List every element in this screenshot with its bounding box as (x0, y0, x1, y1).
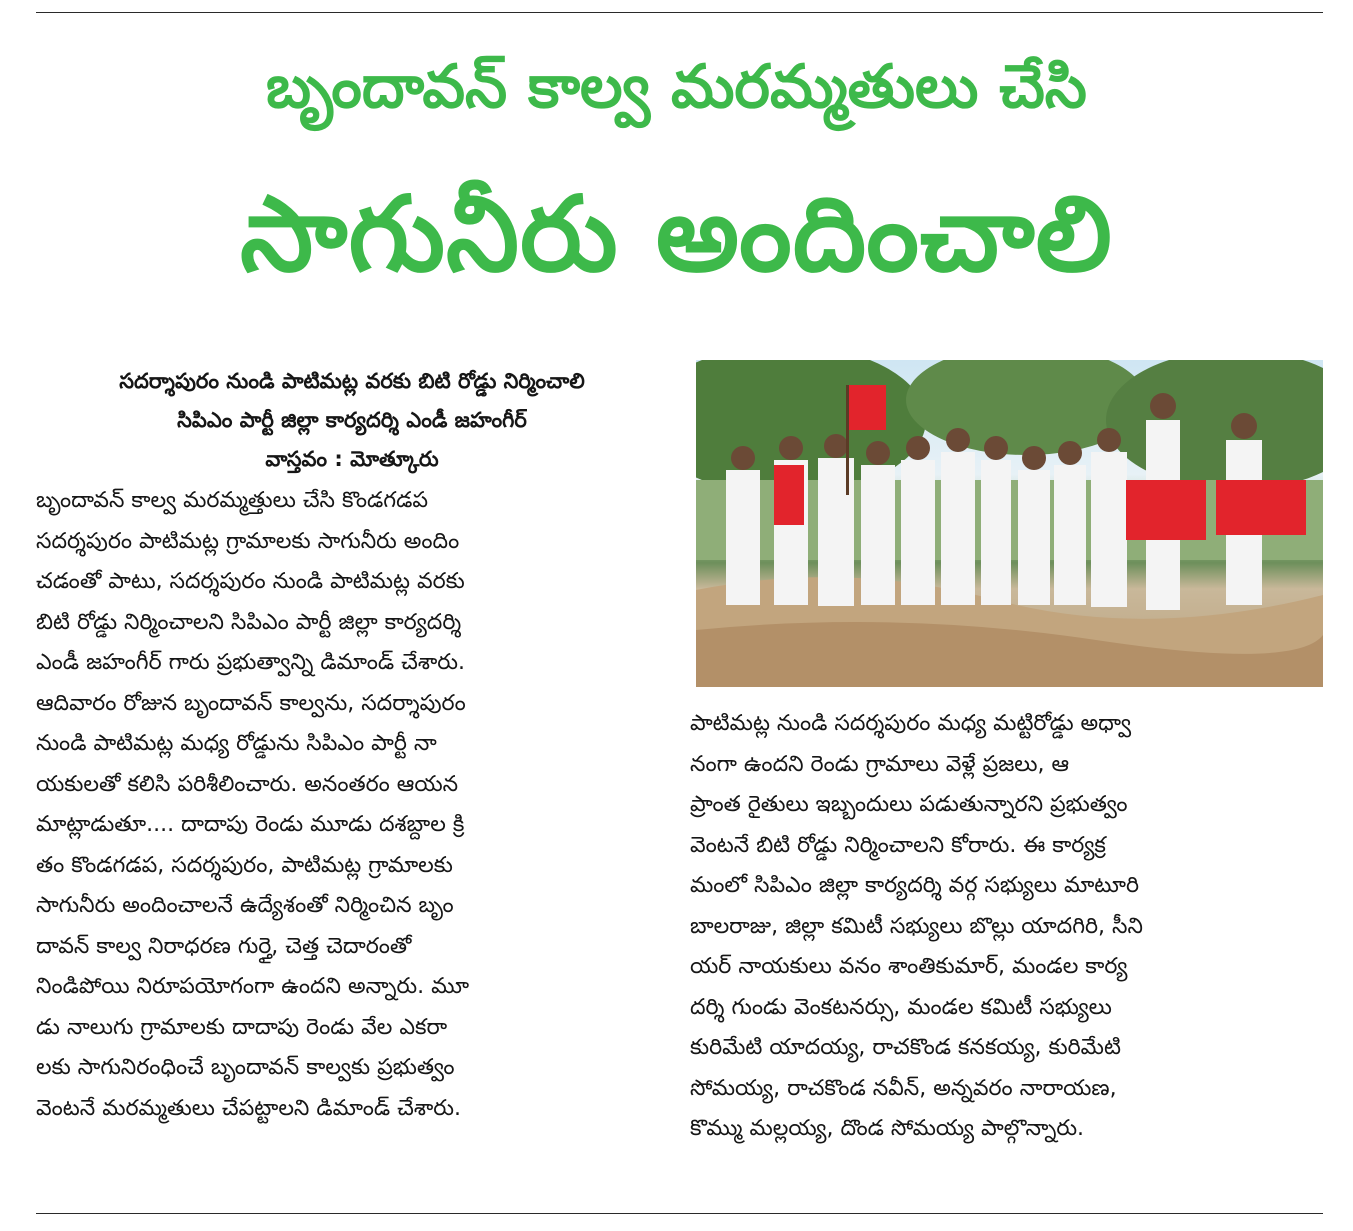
body-line: నిండిపోయి నిరూపయోగంగా ఉందని అన్నారు. మూ (36, 974, 470, 999)
group-photo-illustration (696, 360, 1323, 687)
body-line: బిటి రోడ్డు నిర్మించాలని సిపిఎం పార్టీ జిల్లా కార్యదర్శి (36, 609, 462, 635)
subhead-1: సదర్శాపురం నుండి పాటిమట్ల వరకు బిటి రోడ్డు నిర్మించాలి (119, 369, 585, 393)
body-line: కురిమేటి యాదయ్య, రాచకొండ కనకయ్య, కురిమేటి (690, 1035, 1121, 1060)
body-line: బృందావన్ కాల్వ మరమ్మత్తులు చేసి కొండగడప (36, 488, 429, 513)
body-line: సోమయ్య, రాచకొండ నవీన్, అన్నవరం నారాయణ, (690, 1075, 1117, 1101)
body-line: దర్శి గుండు వెంకటనర్సు, మండల కమిటీ సభ్యులు (690, 994, 1112, 1020)
body-line: వెంటనే బిటి రోడ్డు నిర్మించాలని కోరారు. ఈ కార్యక్ర (690, 832, 1106, 858)
group-photo-image (696, 360, 1323, 687)
body-line: తం కొండగడప, సదర్శపురం, పాటిమట్ల గ్రామాలకు (36, 852, 453, 878)
body-line: యకులతో కలిసి పరిశీలించారు. అనంతరం ఆయన (36, 771, 459, 797)
headline-line-1: బృందావన్ కాల్వ మరమ్మతులు చేసి (266, 52, 1087, 122)
body-line: ఎండీ జహంగీర్ గారు ప్రభుత్వాన్ని డిమాండ్ చేశారు. (36, 650, 465, 675)
body-line: దావన్ కాల్వ నిరాధరణ గుర్తై, చెత్త చెదారంతో (36, 933, 412, 959)
body-line: కొమ్ము మల్లయ్య, దొండ సోమయ్య పాల్గొన్నారు. (690, 1116, 1085, 1141)
body-line: డు నాలుగు గ్రామాలకు దాదాపు రెండు వేల ఎకరా (36, 1014, 448, 1040)
body-line: లకు సాగునిరంధించే బృందావన్ కాల్వకు ప్రభుత్వం (36, 1055, 455, 1080)
body-line: బాలరాజు, జిల్లా కమిటీ సభ్యులు బొల్లు యాదగిరి, సీని (690, 913, 1143, 939)
bottom-rule (36, 1213, 1323, 1214)
body-line: పాటిమట్ల నుండి సదర్శపురం మధ్య మట్టిరోడ్డు అధ్వా (690, 711, 1132, 736)
top-rule (36, 12, 1323, 13)
body-line: మంలో సిపిఎం జిల్లా కార్యదర్శి వర్గ సభ్యులు మాటూరి (690, 873, 1140, 898)
right-column (690, 704, 1323, 1150)
body-line: నంగా ఉందని రెండు గ్రామాలు వెళ్లే ప్రజలు, ఆ (690, 751, 1070, 777)
body-line: చడంతో పాటు, సదర్శపురం నుండి పాటిమట్ల వరకు (36, 569, 465, 594)
body-line: ఆదివారం రోజున బృందావన్ కాల్వను, సదర్శాపురం (36, 690, 466, 716)
body-line: సాగునీరు అందించాలనే ఉద్యేశంతో నిర్మించిన బృం (36, 893, 454, 918)
headline-line-2: సాగునీరు అందించాలి (240, 173, 1113, 295)
body-line: ప్రాంత రైతులు ఇబ్బందులు పడుతున్నారని ప్రభుత్వం (690, 792, 1128, 817)
body-line: మాట్లాడుతూ.... దాదాపు రెండు మూడు దశబ్దాల క్రి (36, 812, 465, 837)
left-column (36, 362, 668, 1129)
subhead-2: సిపిఎం పార్టీ జిల్లా కార్యదర్శి ఎండీ జహంగీర్ (177, 408, 527, 432)
body-line: నుండి పాటిమట్ల మధ్య రోడ్డును సిపిఎం పార్టీ నా (36, 731, 437, 756)
dateline: వాస్తవం : మోత్కూరు (265, 447, 439, 471)
body-line: వెంటనే మరమ్మతులు చేపట్టాలని డిమాండ్ చేశారు. (36, 1095, 461, 1121)
right-body (690, 704, 1323, 1150)
body-line: సదర్శపురం పాటిమట్ల గ్రామాలకు సాగునీరు అందిం (36, 528, 460, 554)
left-body (36, 481, 668, 1129)
body-line: యర్ నాయకులు వనం శాంతికుమార్, మండల కార్య (690, 954, 1128, 979)
